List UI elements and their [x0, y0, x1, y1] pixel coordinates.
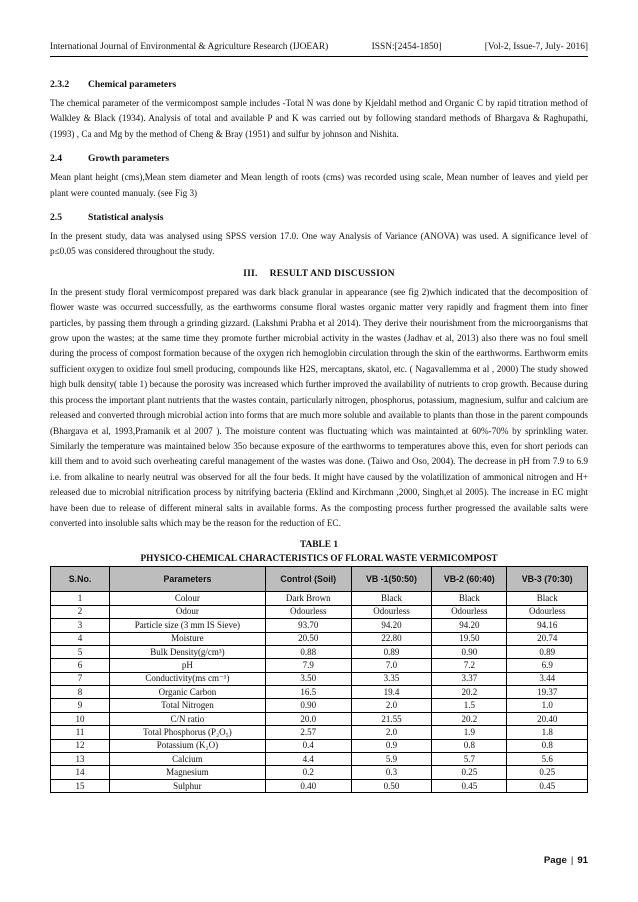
column-header: VB -1(50:50): [351, 567, 432, 592]
table-row: [51, 712, 588, 725]
table-cell: Dark Brown: [265, 592, 351, 605]
table-cell: 0.90: [265, 699, 351, 712]
table-cell: Colour: [110, 592, 266, 605]
table-cell: 19.50: [432, 632, 507, 645]
table-row: [51, 699, 588, 712]
table-body: [51, 592, 588, 793]
table-cell: 10: [51, 712, 110, 725]
table-row: [51, 779, 588, 792]
table-cell: 1.8: [507, 726, 588, 739]
table-cell: 3.35: [351, 672, 432, 685]
table-cell: Black: [507, 592, 588, 605]
table-row: [51, 605, 588, 618]
table-cell: Black: [432, 592, 507, 605]
table-cell: 2.57: [265, 726, 351, 739]
page-label: Page: [543, 855, 567, 866]
table-cell: 0.45: [432, 779, 507, 792]
table-cell: Organic Carbon: [110, 686, 266, 699]
table-cell: Moisture: [110, 632, 266, 645]
section-paragraph: Mean plant height (cms),Mean stem diameter and Mean length of roots (cms) was recorded using scale, Mean number of leaves and yield per plant were counted manualy. (see Fig 3): [50, 172, 588, 198]
page-number: 91: [577, 855, 588, 866]
section-title: Statistical analysis: [88, 212, 164, 224]
table-cell: 0.4: [265, 739, 351, 752]
table-cell: 13: [51, 753, 110, 766]
table-cell: Odourless: [351, 605, 432, 618]
section-heading-2-4: [50, 153, 588, 164]
table-cell: 3.50: [265, 672, 351, 685]
table-cell: Total Nitrogen: [110, 699, 266, 712]
table-cell: Odourless: [432, 605, 507, 618]
table-cell: 0.8: [507, 739, 588, 752]
table-cell: Particle size (3 mm IS Sieve): [110, 619, 266, 632]
table-row: [51, 645, 588, 658]
table-row: [51, 753, 588, 766]
footer-separator: |: [570, 855, 574, 866]
table-cell: 11: [51, 726, 110, 739]
characteristics-table: [50, 566, 588, 793]
table-cell: Calcium: [110, 753, 266, 766]
table-cell: 6: [51, 659, 110, 672]
issn: ISSN:[2454-1850]: [371, 42, 442, 52]
column-header: S.No.: [51, 567, 110, 592]
section-paragraph: In the present study, data was analysed using SPSS version 17.0. One way Analysis of Variance (ANOVA) was used. A significance level of p≤0.05 was considered throughout the study.: [50, 231, 588, 257]
table-cell: 14: [51, 766, 110, 779]
table-cell: 5.7: [432, 753, 507, 766]
table-cell: 9: [51, 699, 110, 712]
table-row: [51, 672, 588, 685]
table-cell: 5.6: [507, 753, 588, 766]
table-cell: 2.0: [351, 699, 432, 712]
section-number: 2.4: [50, 153, 62, 165]
header-rule: [50, 56, 588, 57]
table-cell: 2: [51, 605, 110, 618]
table-header-row: [51, 567, 588, 592]
table-cell: 5: [51, 645, 110, 658]
table-cell: Odourless: [507, 605, 588, 618]
table-cell: 0.2: [265, 766, 351, 779]
table-cell: 21.55: [351, 712, 432, 725]
table-cell: 7.2: [432, 659, 507, 672]
table-cell: Sulphur: [110, 779, 266, 792]
page-footer: [544, 855, 588, 866]
table-cell: 94.20: [432, 619, 507, 632]
table-cell: 6.9: [507, 659, 588, 672]
table-row: [51, 592, 588, 605]
table-cell: 20.2: [432, 686, 507, 699]
table-cell: Conductivity(ms cm⁻¹): [110, 672, 266, 685]
table-cell: Bulk Density(g/cm³): [110, 645, 266, 658]
table-cell: 19.4: [351, 686, 432, 699]
table-cell: Odour: [110, 605, 266, 618]
table-row: [51, 726, 588, 739]
section-title: Chemical parameters: [88, 79, 177, 90]
table-title: TABLE 1: [299, 540, 339, 551]
table-row: [51, 739, 588, 752]
volume-issue: [Vol-2, Issue-7, July- 2016]: [484, 42, 588, 52]
table-cell: 1.5: [432, 699, 507, 712]
table-cell: 94.20: [351, 619, 432, 632]
table-cell: 0.8: [432, 739, 507, 752]
table-cell: pH: [110, 659, 266, 672]
table-cell: 0.89: [351, 645, 432, 658]
table-row: [51, 619, 588, 632]
running-header: [50, 42, 588, 52]
page-body: [50, 68, 588, 793]
table-cell: 94.16: [507, 619, 588, 632]
table-cell: 4: [51, 632, 110, 645]
table-cell: 0.3: [351, 766, 432, 779]
table-cell: 2.0: [351, 726, 432, 739]
table-cell: 0.89: [507, 645, 588, 658]
table-cell: 20.50: [265, 632, 351, 645]
table-row: [51, 686, 588, 699]
table-cell: 5.9: [351, 753, 432, 766]
table-cell: 12: [51, 739, 110, 752]
table-cell: 3.44: [507, 672, 588, 685]
table-cell: 3.37: [432, 672, 507, 685]
table-cell: 0.45: [507, 779, 588, 792]
table-cell: 0.25: [432, 766, 507, 779]
table-cell: 1.0: [507, 699, 588, 712]
section-number: 2.3.2: [50, 79, 70, 90]
table-cell: 16.5: [265, 686, 351, 699]
column-header: Parameters: [110, 567, 266, 592]
section-heading-2-5: [50, 212, 588, 223]
table-cell: 7.9: [265, 659, 351, 672]
table-cell: 0.90: [432, 645, 507, 658]
table-row: [51, 766, 588, 779]
table-cell: 15: [51, 779, 110, 792]
column-header: Control (Soil): [265, 567, 351, 592]
table-cell: 0.88: [265, 645, 351, 658]
table-cell: 4.4: [265, 753, 351, 766]
results-title: RESULT AND DISCUSSION: [269, 267, 395, 279]
table-cell: 20.2: [432, 712, 507, 725]
table-cell: 3: [51, 619, 110, 632]
section-number: 2.5: [50, 212, 62, 224]
table-cell: 1.9: [432, 726, 507, 739]
table-cell: 93.70: [265, 619, 351, 632]
table-cell: 7.0: [351, 659, 432, 672]
section-paragraph: The chemical parameter of the vermicompost sample includes -Total N was done by Kjeldahl method and Organic C by rapid titration method of Walkley & Black (1934). Analysis of total and available P and K was carried out by following standard methods of Bhargava & Raghupathi, (1993) , Ca and Mg by the method of Cheng & Bray (1951) and sulfur by johnson and Nishita.: [50, 98, 588, 139]
column-header: VB-3 (70:30): [507, 567, 588, 592]
results-paragraph: In the present study floral vermicompost prepared was dark black granular in appearance (see fig 2)which indicated that the decomposition of flower waste was occurred successfully, as the earthworms consume floral wastes organic matter very rapidly and fragment them into finer particles, by passing them through a grinding gizzard. (Lakshmi Prabha et al 2014). They derive their nourishment from the microorganisms that grow upon the wastes; at the same time they promote further microbial activity in the wastes (Jadhav et al, 2013) also there was no foul smell during the process of compost formation because of the oxygen rich hemoglobin circulation through the skin of the earthworms. Earthworm emits sufficient oxygen to oxidize foul smell producing, compounds like H2S, mercaptans, skatol, etc. ( Nagavallemma et al , 2000) The study showed high bulk density( table 1) because the porosity was increased which further improved the availability of nutrients to crop growth. Because during this process the important plant nutrients that the wastes contain, particularly nitrogen, phosphorus, potassium, magnesium, sulfur and calcium are released and converted through microbial action into forms that are much more soluble and available to plants than those in the parent compounds (Bhargava et al, 1993,Pramanik et al 2007 ). The moisture content was fluctuating which was maintainted at 60%-70% by sprinkling water. Similarly the temperature was maintained below 35o because exposure of the earthworms to temperatures above this, even for short periods can kill them and to avoid such overheating careful management of the wastes was done. (Taiwo and Oso, 2004). The decrease in pH from 7.9 to 6.9 i.e. from alkaline to nearly neutral was observed for all the four beds. It might have caused by the volatilization of ammonical nitrogen and H+ released due to microbial nitrification process by nitrifying bacteria (Eklind and Kirchmann ,2000, Singh,et al 2005). The increase in EC might have been due to release of different mineral salts in available forms. As the composting process further progressed the available salts were converted into insoluble salts which may be the reason for the reduction of EC.: [50, 286, 588, 528]
table-cell: 22.80: [351, 632, 432, 645]
section-heading-2-3-2: [50, 79, 588, 90]
table-cell: Odourless: [265, 605, 351, 618]
table-cell: Potassium (K₂O): [110, 739, 266, 752]
table-cell: 0.40: [265, 779, 351, 792]
table-cell: 20.40: [507, 712, 588, 725]
table-cell: 0.9: [351, 739, 432, 752]
results-number: III.: [243, 267, 258, 279]
section-title: Growth parameters: [88, 153, 170, 165]
table-cell: Black: [351, 592, 432, 605]
table-cell: 0.50: [351, 779, 432, 792]
table-row: [51, 659, 588, 672]
table-cell: 0.25: [507, 766, 588, 779]
table-cell: 8: [51, 686, 110, 699]
table-cell: 1: [51, 592, 110, 605]
journal-name: International Journal of Environmental & Agriculture Research (IJOEAR): [50, 42, 329, 52]
table-cell: C/N ratio: [110, 712, 266, 725]
table-cell: Magnesium: [110, 766, 266, 779]
table-cell: 20.74: [507, 632, 588, 645]
table-cell: Total Phosphorus (P₂O₅): [110, 726, 266, 739]
table-subtitle: PHYSICO-CHEMICAL CHARACTERISTICS OF FLORAL WASTE VERMICOMPOST: [140, 553, 498, 564]
table-row: [51, 632, 588, 645]
table-cell: 7: [51, 672, 110, 685]
column-header: VB-2 (60:40): [432, 567, 507, 592]
table-cell: 19.37: [507, 686, 588, 699]
table-cell: 20.0: [265, 712, 351, 725]
results-heading: [50, 268, 588, 279]
